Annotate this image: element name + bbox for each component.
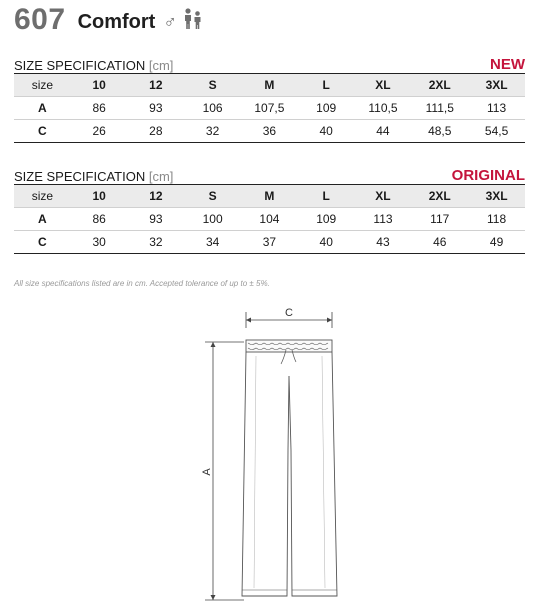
spec-table-new [14, 55, 525, 143]
spec-title: SIZE SPECIFICATION [14, 58, 146, 73]
table-cell: 48,5 [428, 124, 452, 138]
row-label: A [38, 101, 47, 115]
table-cell: 86 [92, 212, 106, 226]
table-cell: 109 [316, 212, 337, 226]
table-cell: 109 [316, 101, 337, 115]
table-cell: 106 [202, 101, 223, 115]
pants-outline [242, 340, 337, 596]
table-cell: 107,5 [254, 101, 285, 115]
table-cell: 30 [92, 235, 106, 249]
dimension-a [201, 342, 244, 600]
table-cell: 34 [205, 235, 220, 249]
table-cell: 40 [319, 124, 333, 138]
header-cell: size [31, 189, 54, 203]
table-cell: 44 [376, 124, 390, 138]
header-cell: size [31, 78, 54, 92]
table-cell: 28 [149, 124, 163, 138]
table-header-row [14, 74, 525, 97]
spec-tag-original: ORIGINAL [451, 167, 525, 184]
header-cell: 12 [149, 189, 163, 203]
header-cell: XL [375, 78, 391, 92]
row-label: C [38, 124, 47, 138]
table-cell: 54,5 [484, 124, 509, 138]
table-cell: 46 [433, 235, 447, 249]
table-row [14, 231, 525, 254]
table-row [14, 97, 525, 120]
table-cell: 26 [92, 124, 106, 138]
spec-table-original [14, 166, 525, 254]
header-cell: L [322, 189, 330, 203]
table-cell: 113 [373, 212, 393, 226]
table-cell: 110,5 [368, 101, 398, 115]
product-name: Comfort [77, 10, 156, 33]
pants-diagram [0, 300, 544, 609]
table-cell: 113 [487, 101, 507, 115]
table-row [14, 208, 525, 231]
header-cell: 10 [92, 78, 106, 92]
table-cell: 93 [149, 101, 163, 115]
table-cell: 93 [149, 212, 163, 226]
tolerance-note: All size specifications listed are in cm. Accepted tolerance of up to ± 5%. [14, 279, 270, 288]
header-cell: S [208, 189, 217, 203]
header-cell: 3XL [485, 189, 508, 203]
row-label: C [38, 235, 47, 249]
table-row [14, 120, 525, 143]
table-cell: 86 [92, 101, 106, 115]
spec-unit: [cm] [148, 169, 174, 184]
table-cell: 118 [487, 212, 507, 226]
header-cell: L [322, 78, 330, 92]
row-label: A [38, 212, 47, 226]
table-cell: 32 [149, 235, 163, 249]
header-cell: 10 [92, 189, 106, 203]
header-cell: XL [375, 189, 391, 203]
dimension-a-label: A [201, 468, 213, 476]
size-table-original [14, 184, 525, 254]
header-cell: M [264, 78, 275, 92]
kids-icon [183, 8, 203, 35]
product-header [14, 2, 203, 38]
table-cell: 100 [202, 212, 223, 226]
size-table-new [14, 73, 525, 143]
table-cell: 43 [376, 235, 390, 249]
header-cell: 2XL [428, 78, 451, 92]
spec-tag-new: NEW [490, 56, 525, 73]
product-code: 607 [14, 3, 66, 36]
dimension-c-label: C [285, 307, 293, 319]
header-cell: 3XL [485, 78, 508, 92]
dimension-c [246, 307, 332, 328]
table-cell: 32 [205, 124, 220, 138]
table-cell: 37 [262, 235, 277, 249]
male-icon: ♂ [163, 11, 177, 32]
header-cell: 2XL [428, 189, 451, 203]
table-cell: 49 [489, 235, 504, 249]
table-cell: 111,5 [425, 101, 454, 115]
table-cell: 40 [319, 235, 333, 249]
header-cell: 12 [149, 78, 163, 92]
table-cell: 117 [430, 212, 450, 226]
spec-title: SIZE SPECIFICATION [14, 169, 146, 184]
header-cell: M [264, 189, 275, 203]
spec-unit: [cm] [148, 58, 174, 73]
table-cell: 104 [259, 212, 280, 226]
header-cell: S [208, 78, 217, 92]
table-cell: 36 [262, 124, 277, 138]
table-header-row [14, 185, 525, 208]
